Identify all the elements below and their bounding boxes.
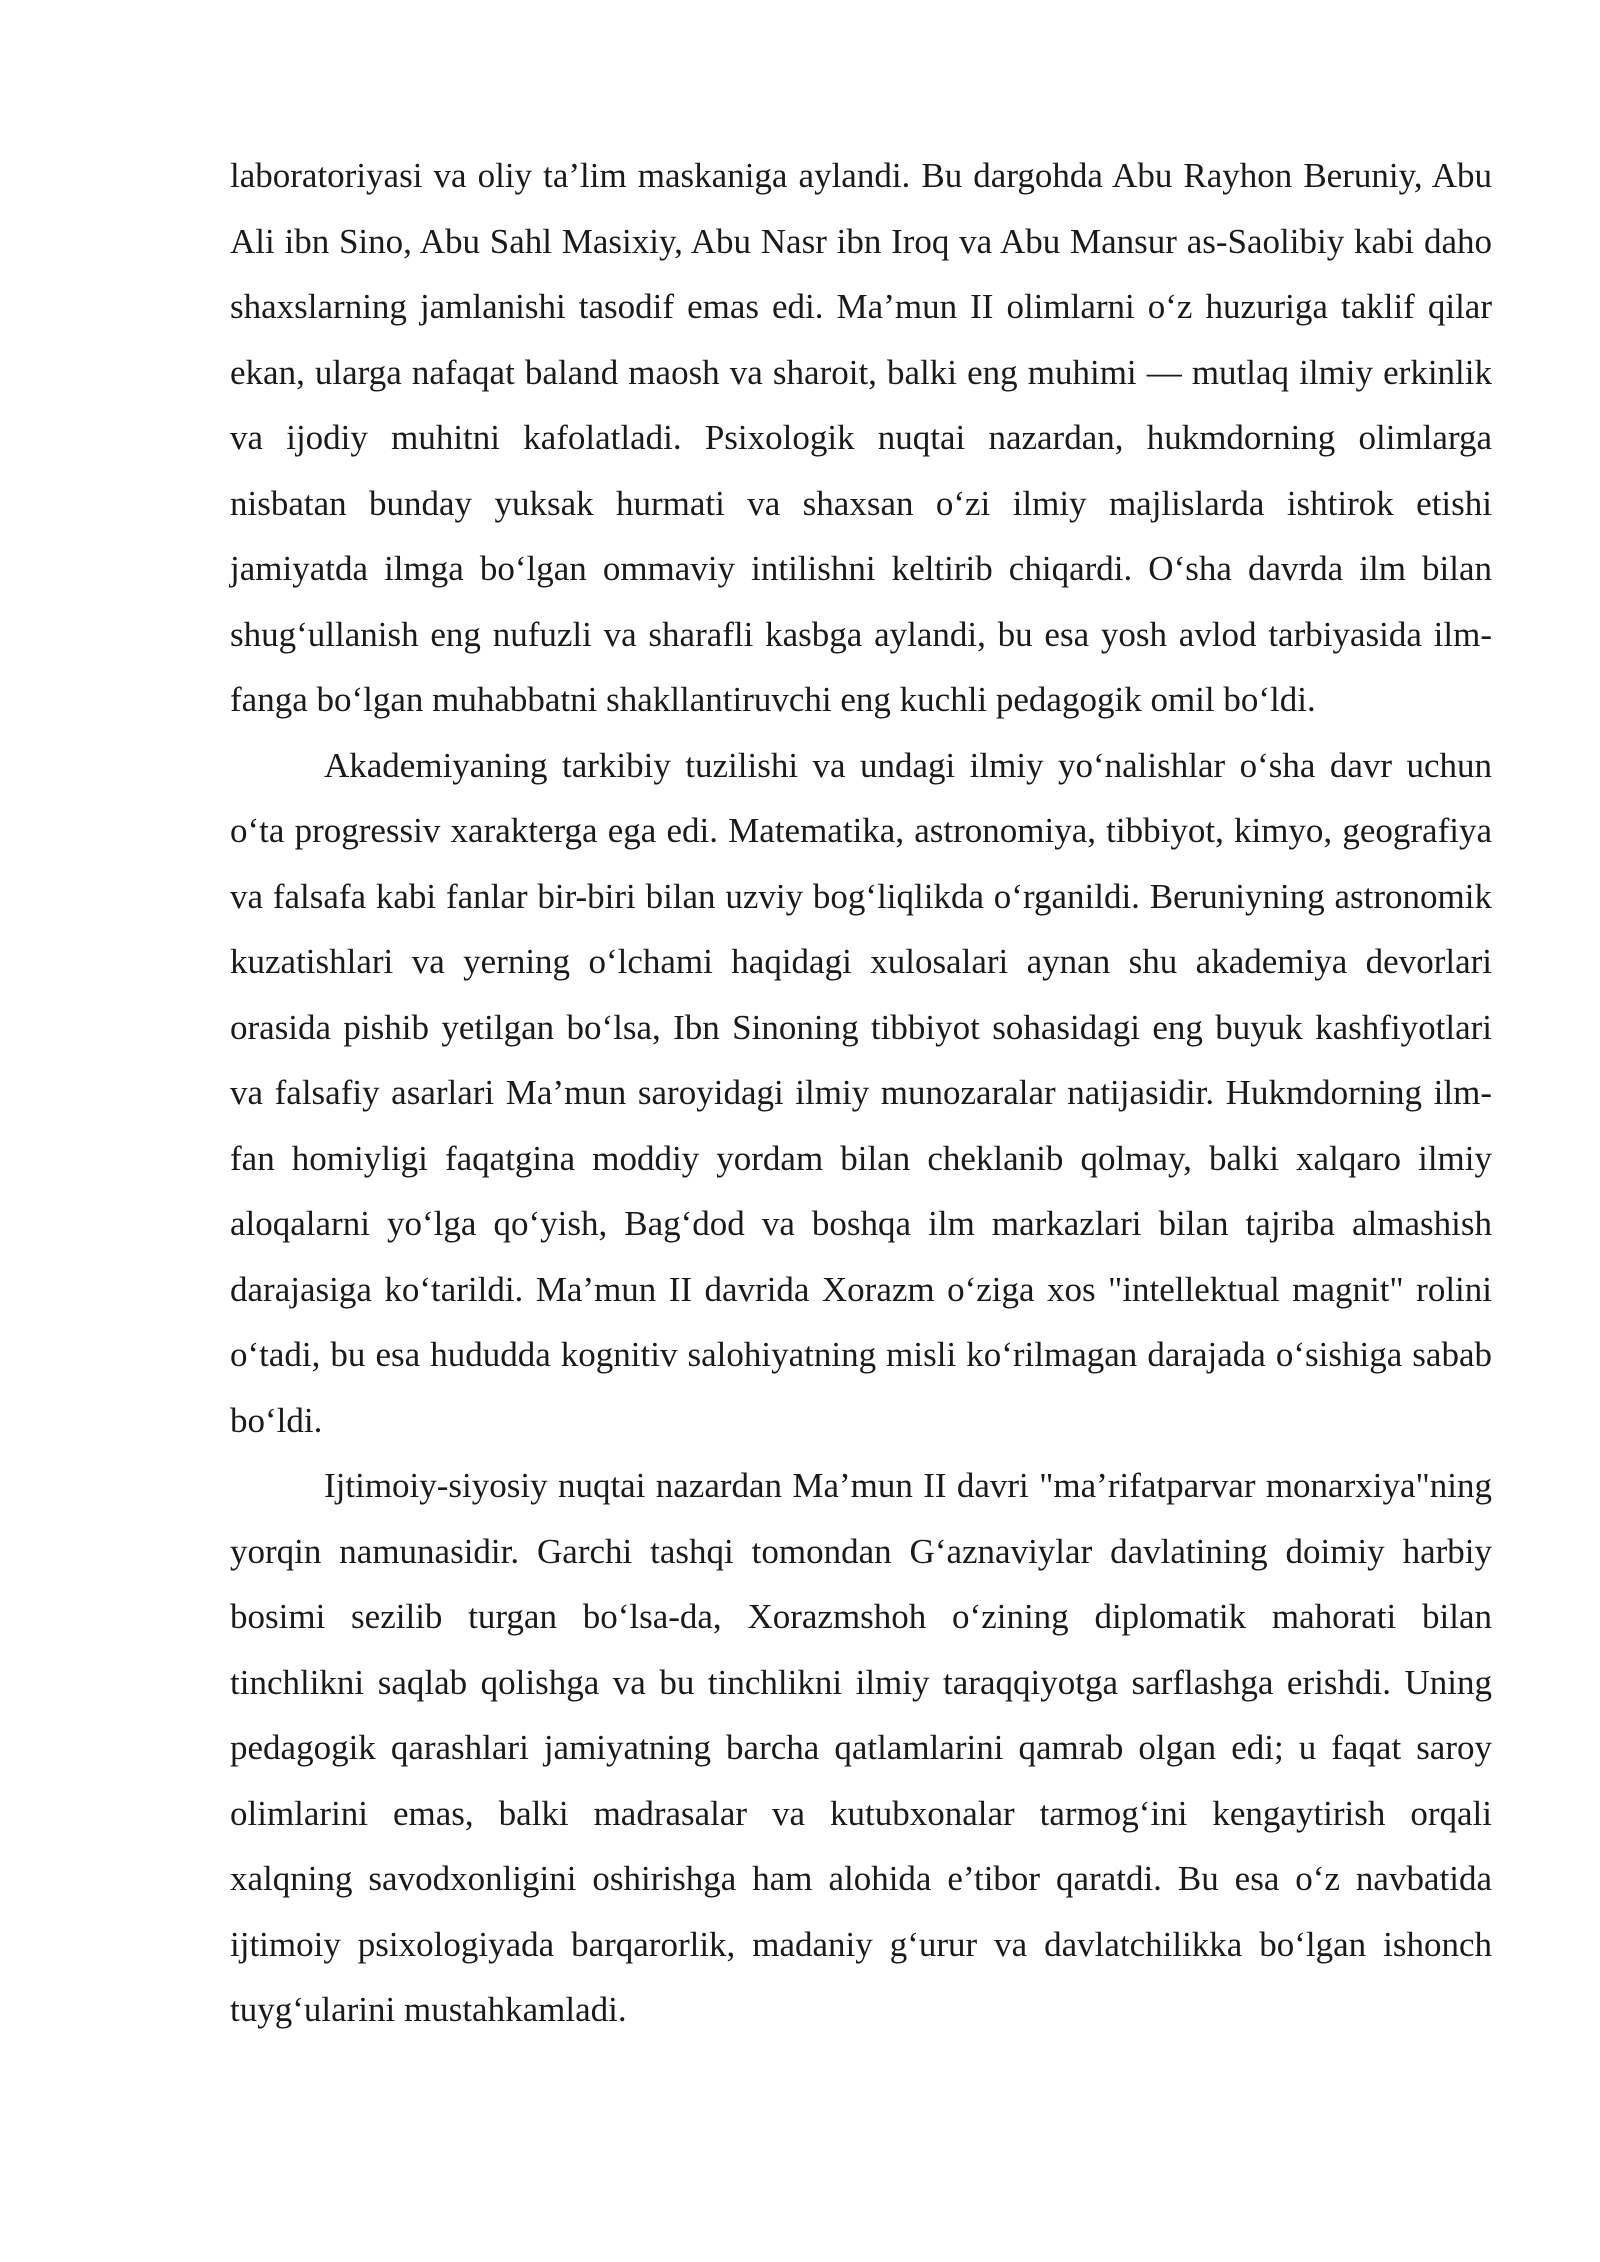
paragraph-3: Ijtimoiy-siyosiy nuqtai nazardan Ma’mun II davri "ma’rifatparvar monarxiya"ning yorqin namunasidir. Garchi tashqi tomondan G‘aznaviylar davlatining doimiy harbiy bosimi sezilib turgan bo‘lsa-da, Xorazmshoh o‘zining diplomatik mahorati bilan tinchlikni saqlab qolishga va bu tinchlikni ilmiy taraqqiyotga sarflashga erishdi. Uning pedagogik qarashlari jamiyatning barcha qatlamlarini qamrab olgan edi; u faqat saroy olimlarini emas, balki madrasalar va kutubxonalar tarmog‘ini kengaytirish orqali xalqning savodxonligini oshirishga ham alohida e’tibor qaratdi. Bu esa o‘z navbatida ijtimoiy psixologiyada barqarorlik, madaniy g‘urur va davlatchilikka bo‘lgan ishonch tuyg‘ularini mustahkamladi. [230,1466,1492,2029]
paragraph-1: laboratoriyasi va oliy ta’lim maskaniga aylandi. Bu dargohda Abu Rayhon Beruniy, Abu Ali ibn Sino, Abu Sahl Masixiy, Abu Nasr ibn Iroq va Abu Mansur as-Saolibiy kabi daho shaxslarning jamlanishi tasodif emas edi. Ma’mun II olimlarni o‘z huzuriga taklif qilar ekan, ularga nafaqat baland maosh va sharoit, balki eng muhimi — mutlaq ilmiy erkinlik va ijodiy muhitni kafolatladi. Psixologik nuqtai nazardan, hukmdorning olimlarga nisbatan bunday yuksak hurmati va shaxsan o‘zi ilmiy majlislarda ishtirok etishi jamiyatda ilmga bo‘lgan ommaviy intilishni keltirib chiqardi. O‘sha davrda ilm bilan shug‘ullanish eng nufuzli va sharafli kasbga aylandi, bu esa yosh avlod tarbiyasida ilm-fanga bo‘lgan muhabbatni shakllantiruvchi eng kuchli pedagogik omil bo‘ldi. [230,156,1492,719]
paragraph-2: Akademiyaning tarkibiy tuzilishi va undagi ilmiy yo‘nalishlar o‘sha davr uchun o‘ta progressiv xarakterga ega edi. Matematika, astronomiya, tibbiyot, kimyo, geografiya va falsafa kabi fanlar bir-biri bilan uzviy bog‘liqlikda o‘rganildi. Beruniyning astronomik kuzatishlari va yerning o‘lchami haqidagi xulosalari aynan shu akademiya devorlari orasida pishib yetilgan bo‘lsa, Ibn Sinoning tibbiyot sohasidagi eng buyuk kashfiyotlari va falsafiy asarlari Ma’mun saroyidagi ilmiy munozaralar natijasidir. Hukmdorning ilm-fan homiyligi faqatgina moddiy yordam bilan cheklanib qolmay, balki xalqaro ilmiy aloqalarni yo‘lga qo‘yish, Bag‘dod va boshqa ilm markazlari bilan tajriba almashish darajasiga ko‘tarildi. Ma’mun II davrida Xorazm o‘ziga xos "intellektual magnit" rolini o‘tadi, bu esa hududda kognitiv salohiyatning misli ko‘rilmagan darajada o‘sishiga sabab bo‘ldi. [230,745,1492,1440]
body-text [230,143,1492,2043]
